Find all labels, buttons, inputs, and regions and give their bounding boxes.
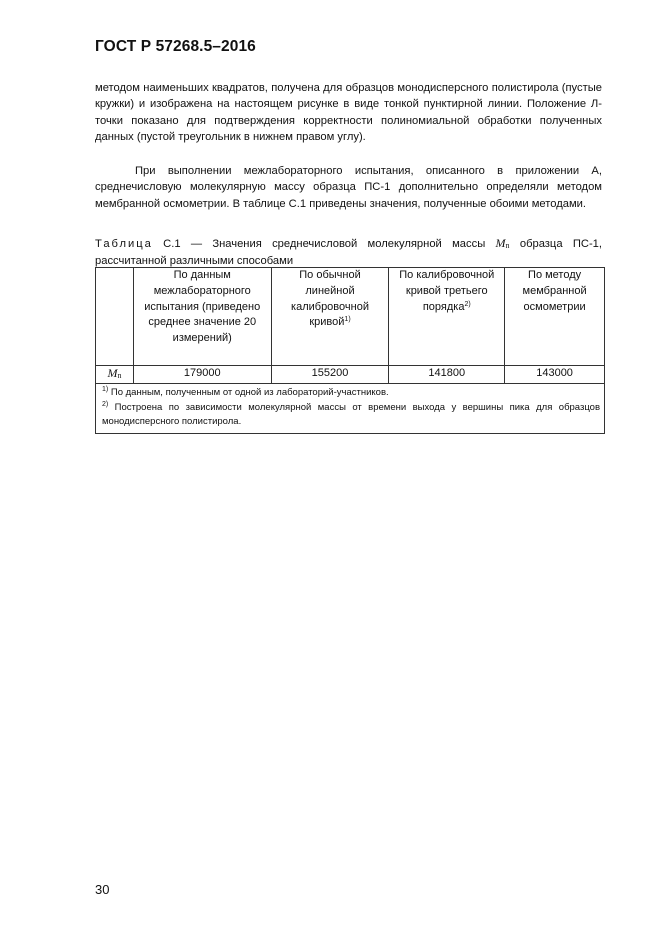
- value-linear: 155200: [271, 366, 389, 384]
- header-osmometry-text: По методу мембранной осмометрии: [522, 269, 587, 313]
- row-label-symbol: [107, 366, 121, 380]
- header-linear-calibration: [271, 268, 389, 366]
- header-interlab-text: По данным межлабораторного испытания (приведено среднее значение 20 измерений): [144, 269, 261, 345]
- table-caption-text: С.1 — Значения среднечисловой молекулярной массы: [163, 238, 486, 250]
- paragraph-interlab-test: При выполнении межлабораторного испытания, описанного в приложении А, среднечисловую молекулярную массу образца ПС-1 дополнительно определяли методом мембранной осмометрии. В таблице С.1 приведены значения, полученные обоими методами.: [95, 165, 602, 210]
- table-notes-row: [96, 384, 605, 434]
- table-notes: [96, 384, 605, 434]
- paragraph-method-description: методом наименьших квадратов, получена для образцов монодисперсного полистирола (пустые кружки) и изображена на настоящем рисунке в виде тонкой пунктирной линии. Положение Л-точки показано для подтверждения корректности полиномиальной обработки полученных данных (пустой треугольник в нижнем правом углу).: [95, 82, 602, 144]
- table-values-row: [96, 366, 605, 384]
- table-note-2: [102, 401, 600, 430]
- note-1-mark: 1): [102, 386, 109, 393]
- header-third-order-calibration: [389, 268, 505, 366]
- header-linear-sup: 1): [344, 316, 351, 324]
- table-caption-tail: образца ПС-1, рассчитанной различными способами: [95, 238, 603, 267]
- row-label-mn: [96, 366, 134, 384]
- table-corner-cell: [96, 268, 134, 366]
- note-1-text: По данным, полученным от одной из лабораторий-участников.: [110, 387, 389, 398]
- row-label-var: M: [107, 366, 118, 380]
- header-third-order-sup: 2): [464, 300, 471, 308]
- caption-sub: n: [505, 241, 510, 250]
- header-third-order-text: По калибровочной кривой третьего порядка: [399, 269, 495, 313]
- value-osmometry: 143000: [505, 366, 605, 384]
- value-interlab: 179000: [133, 366, 271, 384]
- row-label-sub: n: [117, 371, 122, 380]
- value-third-order: 141800: [389, 366, 505, 384]
- molecular-mass-table: [95, 267, 605, 434]
- header-interlab: [133, 268, 271, 366]
- header-linear-text: По обычной линейной калибровочной кривой: [291, 269, 369, 329]
- table-caption-label: Таблица: [95, 238, 153, 250]
- note-2-mark: 2): [102, 400, 109, 408]
- page-header-title: ГОСТ Р 57268.5–2016: [95, 38, 256, 55]
- page-number: 30: [95, 882, 110, 897]
- header-membrane-osmometry: [505, 268, 605, 366]
- table-header-row: [96, 268, 605, 366]
- table-caption: [95, 236, 602, 269]
- note-2-text: Построена по зависимости молекулярной массы от времени выхода у вершины пика для образцов монодисперсного полистирола.: [102, 401, 600, 427]
- table-caption-symbol: [496, 236, 510, 250]
- table-note-1: [102, 386, 600, 401]
- caption-var: M: [495, 236, 506, 250]
